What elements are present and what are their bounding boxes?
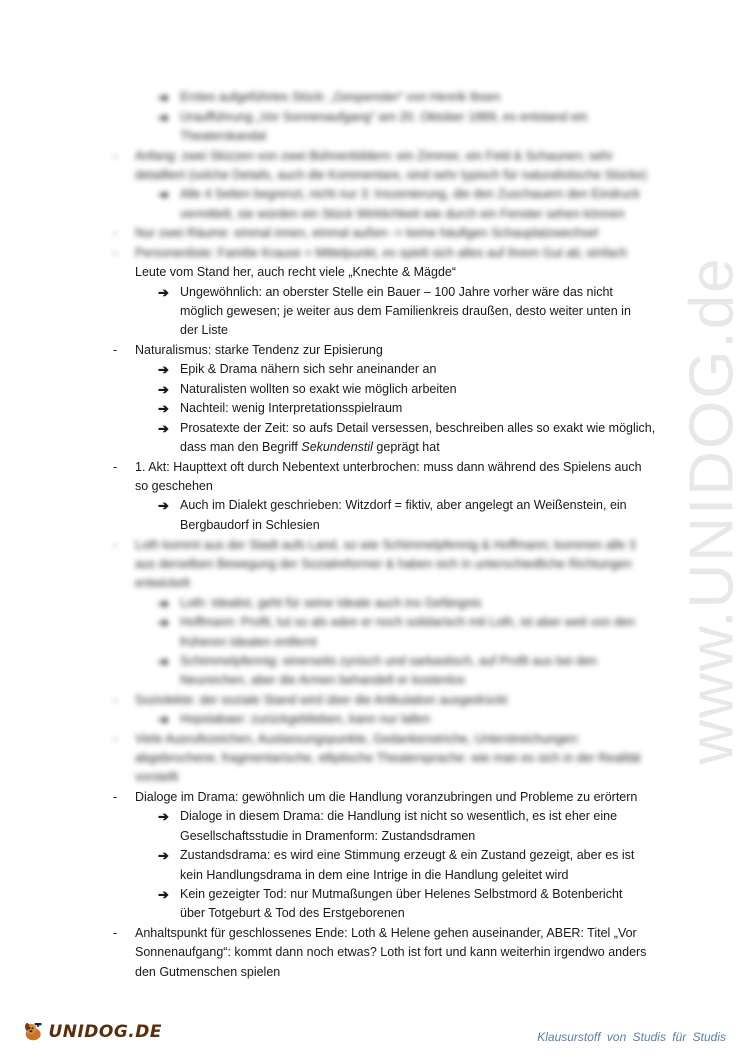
- dash-bullet: -: [113, 732, 118, 746]
- arrow-bullet: ➔: [158, 362, 169, 377]
- dash-bullet: -: [113, 460, 118, 474]
- arrow-bullet: ➔: [158, 596, 169, 611]
- dog-mascot-icon: [22, 1017, 44, 1047]
- blurred-line: detailliert (solche Details, auch die Kommentare, sind sehr typisch für naturalistische Stücke): [135, 168, 648, 182]
- text-line: über Totgeburt & Tod des Erstgeborenen: [180, 906, 405, 920]
- text-line: Zustandsdrama: es wird eine Stimmung erzeugt & ein Zustand gezeigt, aber es ist: [180, 848, 635, 862]
- blurred-line: Anfang: zwei Skizzen von zwei Bühnenbildern: ein Zimmer, ein Feld & Schaunen; sehr: [135, 149, 614, 163]
- arrow-bullet: ➔: [158, 285, 169, 300]
- blurred-line: Loth kommt aus der Stadt aufs Land, so wie Schimmelpfennig & Hoffmann; kommen alle 3: [135, 538, 636, 552]
- text-line: den Gutmenschen spielen: [135, 965, 281, 979]
- unidog-logo[interactable]: [22, 1014, 162, 1050]
- blurred-line: Schimmelpfennig: einerseits zynisch und sarkastisch, auf Profit aus bei den: [180, 654, 597, 668]
- blurred-line: vermittelt, sie würden ein Stück Wirklichkeit wie durch ein Fenster sehen können: [180, 207, 625, 221]
- blurred-line: Uraufführung „Vor Sonnenaufgang“ am 20. Oktober 1889, es entstand ein: [180, 110, 588, 124]
- text-line: 1. Akt: Haupttext oft durch Nebentext unterbrochen: muss dann während des Spielens auch: [135, 460, 642, 474]
- dash-bullet: -: [113, 149, 118, 163]
- dash-bullet: -: [113, 343, 118, 357]
- text-line: Dialoge im Drama: gewöhnlich um die Handlung voranzubringen und Probleme zu erörtern: [135, 790, 638, 804]
- arrow-bullet: ➔: [158, 382, 169, 397]
- blurred-line: entwickelt: [135, 576, 190, 590]
- text-line: der Liste: [180, 323, 228, 337]
- text-line: Prosatexte der Zeit: so aufs Detail versessen, beschreiben alles so exakt wie möglich,: [180, 421, 656, 435]
- arrow-bullet: ➔: [158, 848, 169, 863]
- dash-bullet: -: [113, 246, 118, 260]
- arrow-bullet: ➔: [158, 90, 169, 105]
- text-line: Gesellschaftsstudie in Dramenform: Zustandsdramen: [180, 829, 476, 843]
- arrow-bullet: ➔: [158, 615, 169, 630]
- text-line: Anhaltspunkt für geschlossenes Ende: Loth & Helene gehen auseinander, ABER: Titel „Vor: [135, 926, 637, 940]
- blurred-line: früheren Idealen entfernt: [180, 635, 317, 649]
- text-fragment: dass man den Begriff: [180, 440, 302, 454]
- text-line: Epik & Drama nähern sich sehr aneinander an: [180, 362, 437, 376]
- dash-bullet: -: [113, 538, 118, 552]
- arrow-bullet: ➔: [158, 421, 169, 436]
- arrow-bullet: ➔: [158, 187, 169, 202]
- arrow-bullet: ➔: [158, 110, 169, 125]
- blurred-line: Theaterskandal: [180, 129, 267, 143]
- text-line: Ungewöhnlich: an oberster Stelle ein Bauer – 100 Jahre vorher wäre das nicht: [180, 285, 613, 299]
- blurred-line: Neureichen, aber die Armen behandelt er kostenlos: [180, 673, 465, 687]
- text-line: Bergbaudorf in Schlesien: [180, 518, 320, 532]
- dash-bullet: -: [113, 226, 118, 240]
- dash-bullet: -: [113, 693, 118, 707]
- text-line: so geschehen: [135, 479, 213, 493]
- blurred-line: Soziolekte: der soziale Stand wird über die Artikulation ausgedrückt: [135, 693, 508, 707]
- blurred-line: Loth: Idealist, geht für seine Ideale auch ins Gefängnis: [180, 596, 482, 610]
- text-line: Naturalisten wollten so exakt wie möglich arbeiten: [180, 382, 457, 396]
- text-line: Leute vom Stand her, auch recht viele „Knechte & Mägde“: [135, 265, 457, 279]
- blurred-line: aus derselben Bewegung der Sozialreformer & haben sich in unterschiedliche Richtungen: [135, 557, 632, 571]
- arrow-bullet: ➔: [158, 887, 169, 902]
- footer-tagline: Klausurstoff von Studis für Studis: [537, 1030, 726, 1044]
- text-line: Sonnenaufgang“: kommt dann noch etwas? Loth ist fort und kann weiterhin irgendwo anders: [135, 945, 647, 959]
- text-line: Kein gezeigter Tod: nur Mutmaßungen über Helenes Selbstmord & Botenbericht: [180, 887, 623, 901]
- blurred-line: Hopslabaer: zurückgeblieben, kann nur lallen: [180, 712, 431, 726]
- text-line: Auch im Dialekt geschrieben: Witzdorf = fiktiv, aber angelegt an Weißenstein, ein: [180, 498, 627, 512]
- text-line: [180, 438, 440, 458]
- blurred-line: Nur zwei Räume: einmal innen, einmal außen -> keine häufigen Schauplatzwechsel: [135, 226, 599, 240]
- text-line: kein Handlungsdrama in dem eine Intrige in die Handlung geleitet wird: [180, 868, 569, 882]
- text-fragment: geprägt hat: [372, 440, 440, 454]
- logo-text: UNIDOG.DE: [48, 1022, 162, 1042]
- blurred-line: Erstes aufgeführtes Stück: „Gespenster“ von Henrik Ibsen: [180, 90, 501, 104]
- text-line: Naturalismus: starke Tendenz zur Episierung: [135, 343, 383, 357]
- dash-bullet: -: [113, 926, 118, 940]
- text-line: Nachteil: wenig Interpretationsspielraum: [180, 401, 403, 415]
- arrow-bullet: ➔: [158, 498, 169, 513]
- arrow-bullet: ➔: [158, 712, 169, 727]
- arrow-bullet: ➔: [158, 401, 169, 416]
- blurred-line: vorstellt: [135, 770, 179, 784]
- blurred-line: Viele Ausrufezeichen, Auslassungspunkte, Gedankenstriche, Unterstreichungen:: [135, 732, 581, 746]
- watermark-text: www.UNIDOG.de: [677, 255, 747, 765]
- text-line: möglich gewesen; je weiter aus dem Familienkreis draußen, desto weiter unten in: [180, 304, 631, 318]
- arrow-bullet: ➔: [158, 654, 169, 669]
- text-line: Dialoge in diesem Drama: die Handlung ist nicht so wesentlich, es ist eher eine: [180, 809, 618, 823]
- dash-bullet: -: [113, 790, 118, 804]
- blurred-line: Personenliste: Familie Krause = Mittelpunkt, es spielt sich alles auf ihrem Gut ab; einfach: [135, 246, 628, 260]
- arrow-bullet: ➔: [158, 809, 169, 824]
- emphasis-term: Sekundenstil: [301, 440, 373, 454]
- unidog-watermark: [672, 255, 750, 765]
- blurred-line: Alle 4 Seiten begrenzt, nicht nur 3: Inszenierung, die den Zuschauern den Eindruck: [180, 187, 641, 201]
- blurred-line: Hoffmann: Profit, tut so als wäre er noch solidarisch mit Loth, ist aber weit von den: [180, 615, 635, 629]
- blurred-line: abgebrochene, fragmentarische, elliptische Theatersprache: wie man es sich in der Realität: [135, 751, 641, 765]
